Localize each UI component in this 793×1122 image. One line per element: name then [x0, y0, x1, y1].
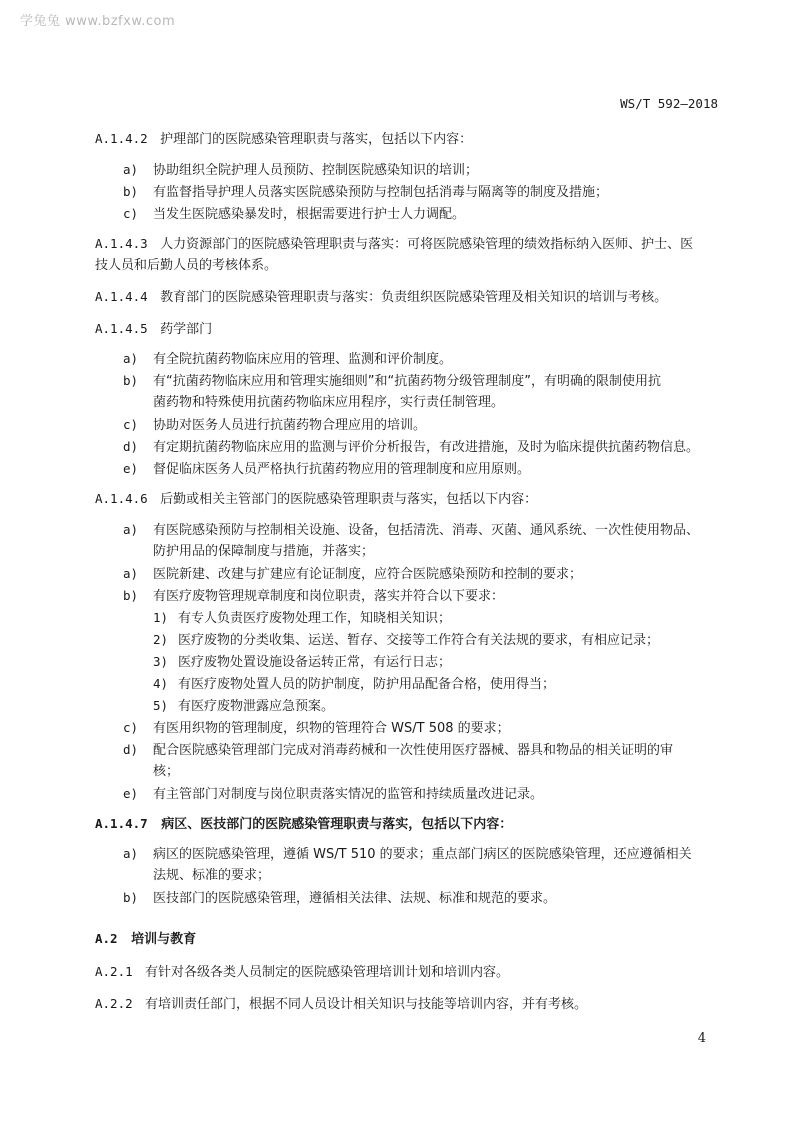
- page-number: 4: [697, 1031, 706, 1046]
- clause-number: A.2.1: [95, 964, 133, 979]
- list-item-continued: 防护用品的保障制度与措施，并落实；: [153, 544, 375, 559]
- list-item: c) 协助对医务人员进行抗菌药物合理应用的培训。: [123, 417, 427, 433]
- clause-a-1-4-5: [95, 318, 212, 341]
- clause-number: A.1.4.5: [95, 321, 148, 336]
- clause-a-2-1: [95, 961, 509, 984]
- standard-code: WS/T 592—2018: [620, 96, 718, 111]
- section-heading-a-2: [95, 928, 196, 951]
- clause-a-1-4-6: [95, 488, 537, 511]
- list-item: d) 配合医院感染管理部门完成对消毒药械和一次性使用医疗器械、器具和物品的相关证明的审: [123, 742, 674, 758]
- list-item: a) 有医院感染预防与控制相关设施、设备，包括清洗、消毒、灭菌、通风系统、一次性使用物品、: [123, 522, 700, 538]
- list-item: b) 有“抗菌药物临床应用和管理实施细则”和“抗菌药物分级管理制度”，有明确的限制使用抗: [123, 373, 661, 389]
- clause-text: 病区、医技部门的医院感染管理职责与落实，包括以下内容：: [161, 817, 513, 832]
- clause-a-1-4-3: [95, 233, 693, 256]
- clause-a-1-4-4: [95, 286, 667, 309]
- list-item: b) 有医疗废物管理规章制度和岗位职责，落实并符合以下要求：: [123, 588, 505, 604]
- list-item: b) 医技部门的医院感染管理，遵循相关法律、法规、标准和规范的要求。: [123, 890, 557, 906]
- clause-text-continued: 技人员和后勤人员的考核体系。: [95, 258, 278, 273]
- list-item: a) 医院新建、改建与扩建应有论证制度，应符合医院感染预防和控制的要求；: [123, 566, 583, 582]
- section-title: 培训与教育: [131, 932, 197, 947]
- list-item: c) 有医用织物的管理制度，织物的管理符合 WS/T 508 的要求；: [123, 720, 510, 736]
- watermark: 学兔兔 www.bzfxw.com: [20, 14, 176, 29]
- list-item: a) 病区的医院感染管理，遵循 WS/T 510 的要求；重点部门病区的医院感染管理，还应遵循相关: [123, 846, 692, 862]
- section-number: A.2: [95, 931, 118, 946]
- sub-list-item: 1) 有专人负责医疗废物处理工作，知晓相关知识；: [153, 610, 452, 626]
- clause-a-1-4-7: [95, 813, 512, 836]
- clause-text: 有培训责任部门，根据不同人员设计相关知识与技能等培训内容，并有考核。: [145, 997, 588, 1012]
- clause-a-1-4-2: [95, 128, 472, 151]
- list-item-continued: 菌药物和特殊使用抗菌药物临床应用程序，实行责任制管理。: [153, 395, 505, 410]
- clause-text: 后勤或相关主管部门的医院感染管理职责与落实，包括以下内容：: [160, 492, 538, 507]
- list-item: a) 协助组织全院护理人员预防、控制医院感染知识的培训；: [123, 162, 479, 178]
- sub-list-item: 5) 有医疗废物泄露应急预案。: [153, 698, 335, 714]
- sub-list-item: 3) 医疗废物处置设施设备运转正常，有运行日志；: [153, 654, 452, 670]
- list-item: e) 督促临床医务人员严格执行抗菌药物应用的管理制度和应用原则。: [123, 461, 531, 477]
- list-item: b) 有监督指导护理人员落实医院感染预防与控制包括消毒与隔离等的制度及措施；: [123, 184, 609, 200]
- clause-number: A.1.4.4: [95, 289, 148, 304]
- list-item: d) 有定期抗菌药物临床应用的监测与评价分析报告，有改进措施，及时为临床提供抗菌药物信息。: [123, 439, 700, 455]
- clause-number: A.2.2: [95, 996, 133, 1011]
- clause-text: 人力资源部门的医院感染管理职责与落实：可将医院感染管理的绩效指标纳入医师、护士、医: [160, 237, 694, 252]
- sub-list-item: 4) 有医疗废物处置人员的防护制度，防护用品配备合格，使用得当；: [153, 676, 556, 692]
- clause-a-2-2: [95, 993, 587, 1016]
- clause-text: 药学部门: [160, 322, 213, 337]
- list-item-continued: 核；: [153, 764, 180, 779]
- clause-number: A.1.4.2: [95, 131, 148, 146]
- list-item: c) 当发生医院感染暴发时，根据需要进行护士人力调配。: [123, 206, 466, 222]
- clause-text: 有针对各级各类人员制定的医院感染管理培训计划和培训内容。: [145, 965, 510, 980]
- clause-text: 教育部门的医院感染管理职责与落实：负责组织医院感染管理及相关知识的培训与考核。: [160, 290, 668, 305]
- clause-number: A.1.4.6: [95, 491, 148, 506]
- clause-number: A.1.4.3: [95, 236, 148, 251]
- list-item: a) 有全院抗菌药物临床应用的管理、监测和评价制度。: [123, 351, 453, 367]
- sub-list-item: 2) 医疗废物的分类收集、运送、暂存、交接等工作符合有关法规的要求，有相应记录；: [153, 632, 660, 648]
- list-item: e) 有主管部门对制度与岗位职责落实情况的监管和持续质量改进记录。: [123, 786, 544, 802]
- clause-text: 护理部门的医院感染管理职责与落实，包括以下内容：: [160, 132, 473, 147]
- clause-number: A.1.4.7: [95, 816, 148, 831]
- list-item-continued: 法规、标准的要求；: [153, 868, 271, 883]
